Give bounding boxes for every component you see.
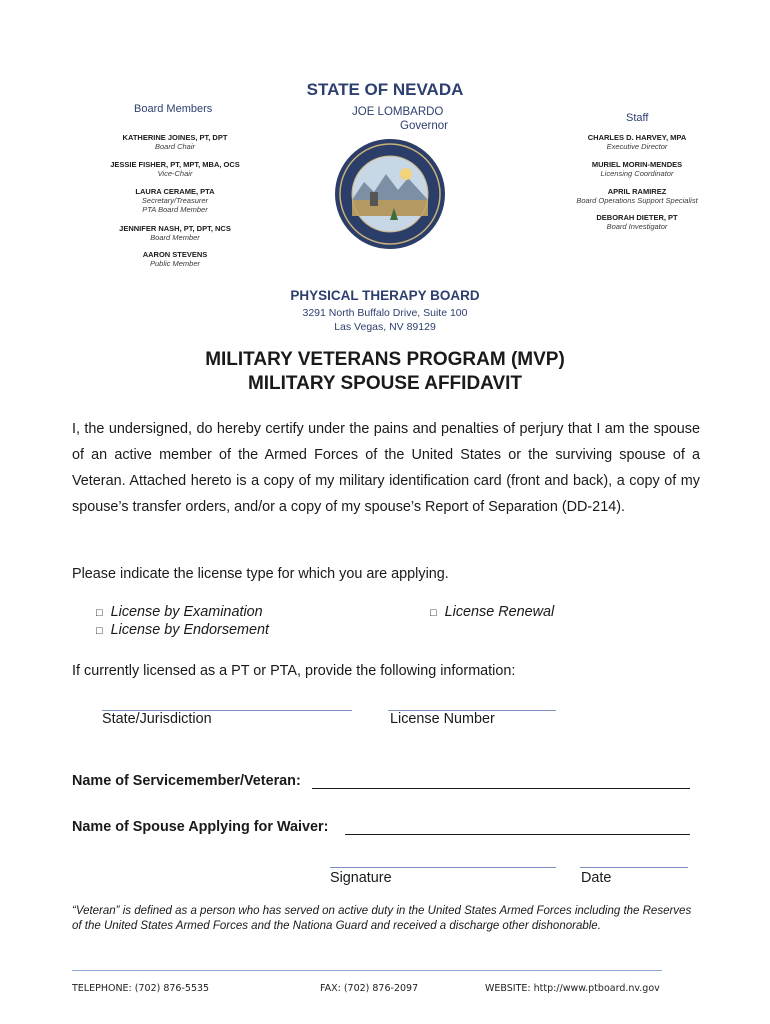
address-line-2: Las Vegas, NV 89129 [334, 321, 436, 333]
license-type-prompt: Please indicate the license type for which you are applying. [72, 566, 449, 582]
option-license-by-endorsement[interactable] [96, 621, 269, 639]
member-role: Board Chair [154, 142, 196, 151]
servicemember-label: Name of Servicemember/Veteran: [72, 773, 301, 789]
form-title-line-1: MILITARY VETERANS PROGRAM (MVP) [205, 349, 565, 370]
member-role: Secretary/Treasurer [141, 196, 209, 205]
license-number-label: License Number [390, 711, 495, 727]
state-jurisdiction-label: State/Jurisdiction [102, 711, 212, 727]
board-members-heading: Board Members [134, 103, 213, 115]
option-license-by-examination[interactable] [96, 603, 263, 621]
spouse-label: Name of Spouse Applying for Waiver: [72, 819, 329, 835]
option-label: License Renewal [444, 604, 555, 620]
signature-label: Signature [330, 870, 392, 886]
member-name: LAURA CERAME, PTA [135, 187, 215, 196]
staff-name: CHARLES D. HARVEY, MPA [587, 133, 687, 142]
certification-paragraph: I, the undersigned, do hereby certify under the pains and penalties of perjury that I am the spouse of an active member of the Armed Forces of the United States or the surviving spouse of a Veteran. Attached hereto is a copy of my military identification card (front and back), a copy of my spouse’s transfer orders, and/or a copy of my spouse’s Report of Separation (DD-214). [72, 421, 700, 515]
board-member [100, 187, 250, 214]
checkbox-icon[interactable]: □ [96, 625, 103, 637]
signature-field[interactable] [330, 867, 556, 868]
board-member [100, 133, 250, 151]
staff-member [562, 133, 712, 151]
footer-telephone: TELEPHONE: (702) 876-5535 [72, 983, 210, 994]
member-role: Public Member [149, 259, 201, 268]
date-field[interactable] [580, 867, 688, 868]
form-title-line-2: MILITARY SPOUSE AFFIDAVIT [247, 373, 523, 394]
checkbox-icon[interactable]: □ [430, 607, 437, 619]
option-label: License by Endorsement [110, 622, 270, 638]
staff-name: MURIEL MORIN-MENDES [591, 160, 683, 169]
veteran-definition: “Veteran” is defined as a person who has served on active duty in the United States Armed Forces including the Reserves of the United States Armed Forces and the Nationa Guard and received a discharge other dishonorable. [72, 905, 692, 932]
licensed-info-prompt: If currently licensed as a PT or PTA, provide the following information: [72, 663, 516, 679]
member-name: KATHERINE JOINES, PT, DPT [122, 133, 228, 142]
board-member [100, 160, 250, 178]
member-name: JESSIE FISHER, PT, MPT, MBA, OCS [110, 160, 240, 169]
member-role: PTA Board Member [142, 205, 208, 214]
date-label: Date [581, 870, 612, 886]
spouse-name-field[interactable] [345, 834, 690, 835]
state-title: STATE OF NEVADA [306, 80, 464, 99]
staff-member [562, 160, 712, 178]
staff-member [562, 213, 712, 231]
staff-role: Board Investigator [606, 222, 668, 231]
address-line-1: 3291 North Buffalo Drive, Suite 100 [302, 307, 468, 319]
board-name: PHYSICAL THERAPY BOARD [290, 288, 480, 303]
board-member [100, 250, 250, 268]
staff-role: Executive Director [606, 142, 668, 151]
member-name: JENNIFER NASH, PT, DPT, NCS [119, 224, 231, 233]
footer-divider [72, 970, 662, 971]
staff-role: Board Operations Support Specialist [576, 196, 698, 205]
footer-website[interactable]: WEBSITE: http://www.ptboard.nv.gov [485, 983, 660, 994]
staff-role: Licensing Coordinator [600, 169, 674, 178]
option-label: License by Examination [110, 604, 263, 620]
governor-name: JOE LOMBARDO [352, 106, 444, 118]
footer-fax: FAX: (702) 876-2097 [320, 983, 419, 994]
staff-heading: Staff [626, 112, 649, 124]
nevada-seal-icon [334, 138, 446, 250]
checkbox-icon[interactable]: □ [96, 607, 103, 619]
member-role: Board Member [150, 233, 200, 242]
servicemember-field[interactable] [312, 788, 690, 789]
option-license-renewal[interactable] [430, 603, 554, 621]
member-role: Vice-Chair [157, 169, 193, 178]
staff-name: DEBORAH DIETER, PT [596, 213, 678, 222]
governor-title: Governor [400, 120, 448, 132]
board-member [100, 224, 250, 242]
member-name: AARON STEVENS [142, 250, 208, 259]
staff-name: APRIL RAMIREZ [607, 187, 667, 196]
staff-member [562, 187, 712, 205]
